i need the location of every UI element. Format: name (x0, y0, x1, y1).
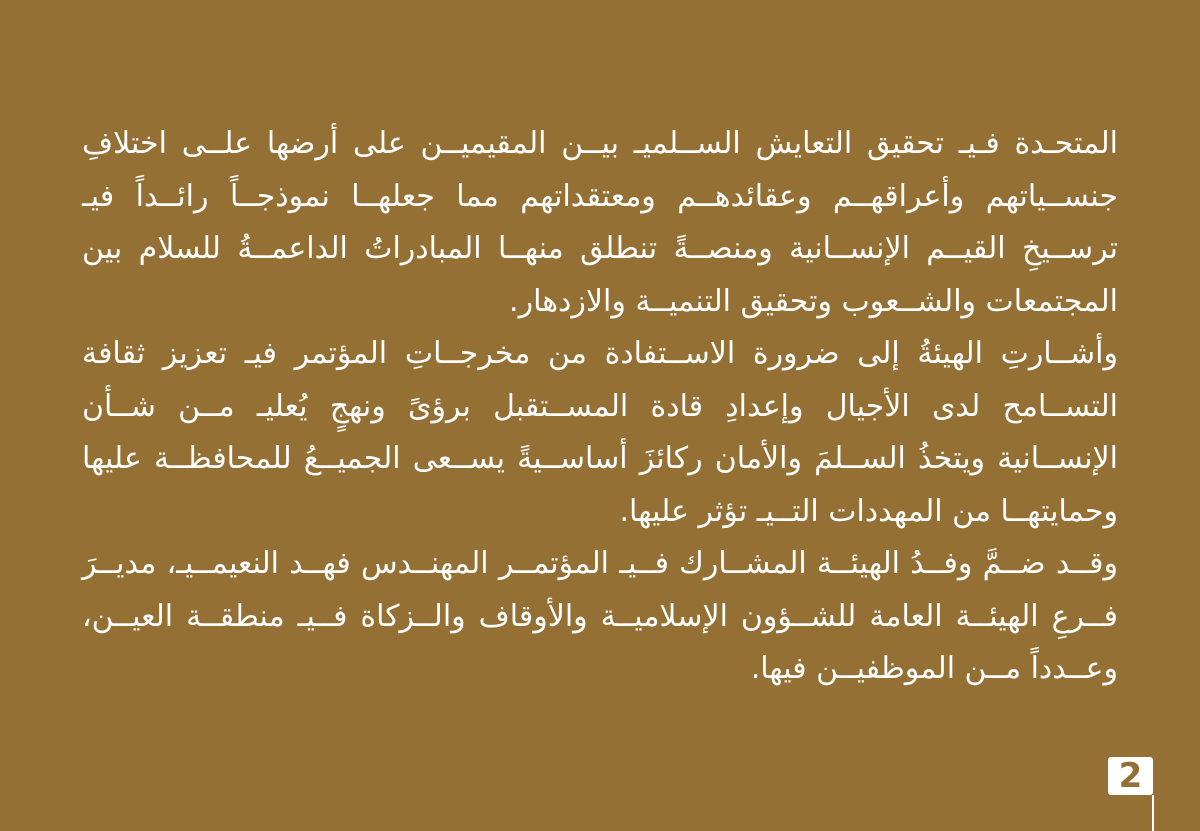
paragraph-delegation: وقــد ضــمَّ وفــدُ الهيئــة المشــارك فــيـ المؤتمــر المهنــدس فهــد النعيمــيـ، مديــرَ فــرعِ الهيئــة العامة للشــؤون الإسلاميــة والأوقاف والــزكاة فــيـ منطقــة العيــن، وعــدداً مــن الموظفيــن فيها. (82, 546, 1118, 686)
paragraph-conference-outcomes: وأشــارتِ الهيئةُ إلى ضرورة الاســتفادة من مخرجــاتِ المؤتمر فيـ تعزيز ثقافة التســامح لدى الأجيال وإعدادِ قادة المســتقبل برؤىً ونهجٍ يُعليـ مــن شــأن الإنســانية ويتخذُ الســلمَ والأمان ركائزَ أساســيةً يســعى الجميــعُ للمحافظــة عليها وحمايتهــا من المهددات التــيـ تؤثر عليها. (82, 336, 1118, 529)
page-edge-rule (1152, 795, 1154, 831)
page-number: 2 (1118, 756, 1143, 796)
page-number-badge (1108, 757, 1153, 795)
paragraph-coexistence: المتحـدة فـيـ تحقيق التعايش الســلميـ بيــن المقيميــن على أرضها علــى اختلافِ جنســياتهم وأعراقهــم وعقائدهــم ومعتقداتهم مما جعلهــا نموذجــاً رائــداً فيـ ترســيخِ القيــم الإنســانية ومنصــةً تنطلق منهــا المبادراتُ الداعمــةُ للسلام بين المجتمعات والشــعوب وتحقيق التنميــة والازدهار. (82, 126, 1118, 319)
article-body (82, 118, 1118, 696)
